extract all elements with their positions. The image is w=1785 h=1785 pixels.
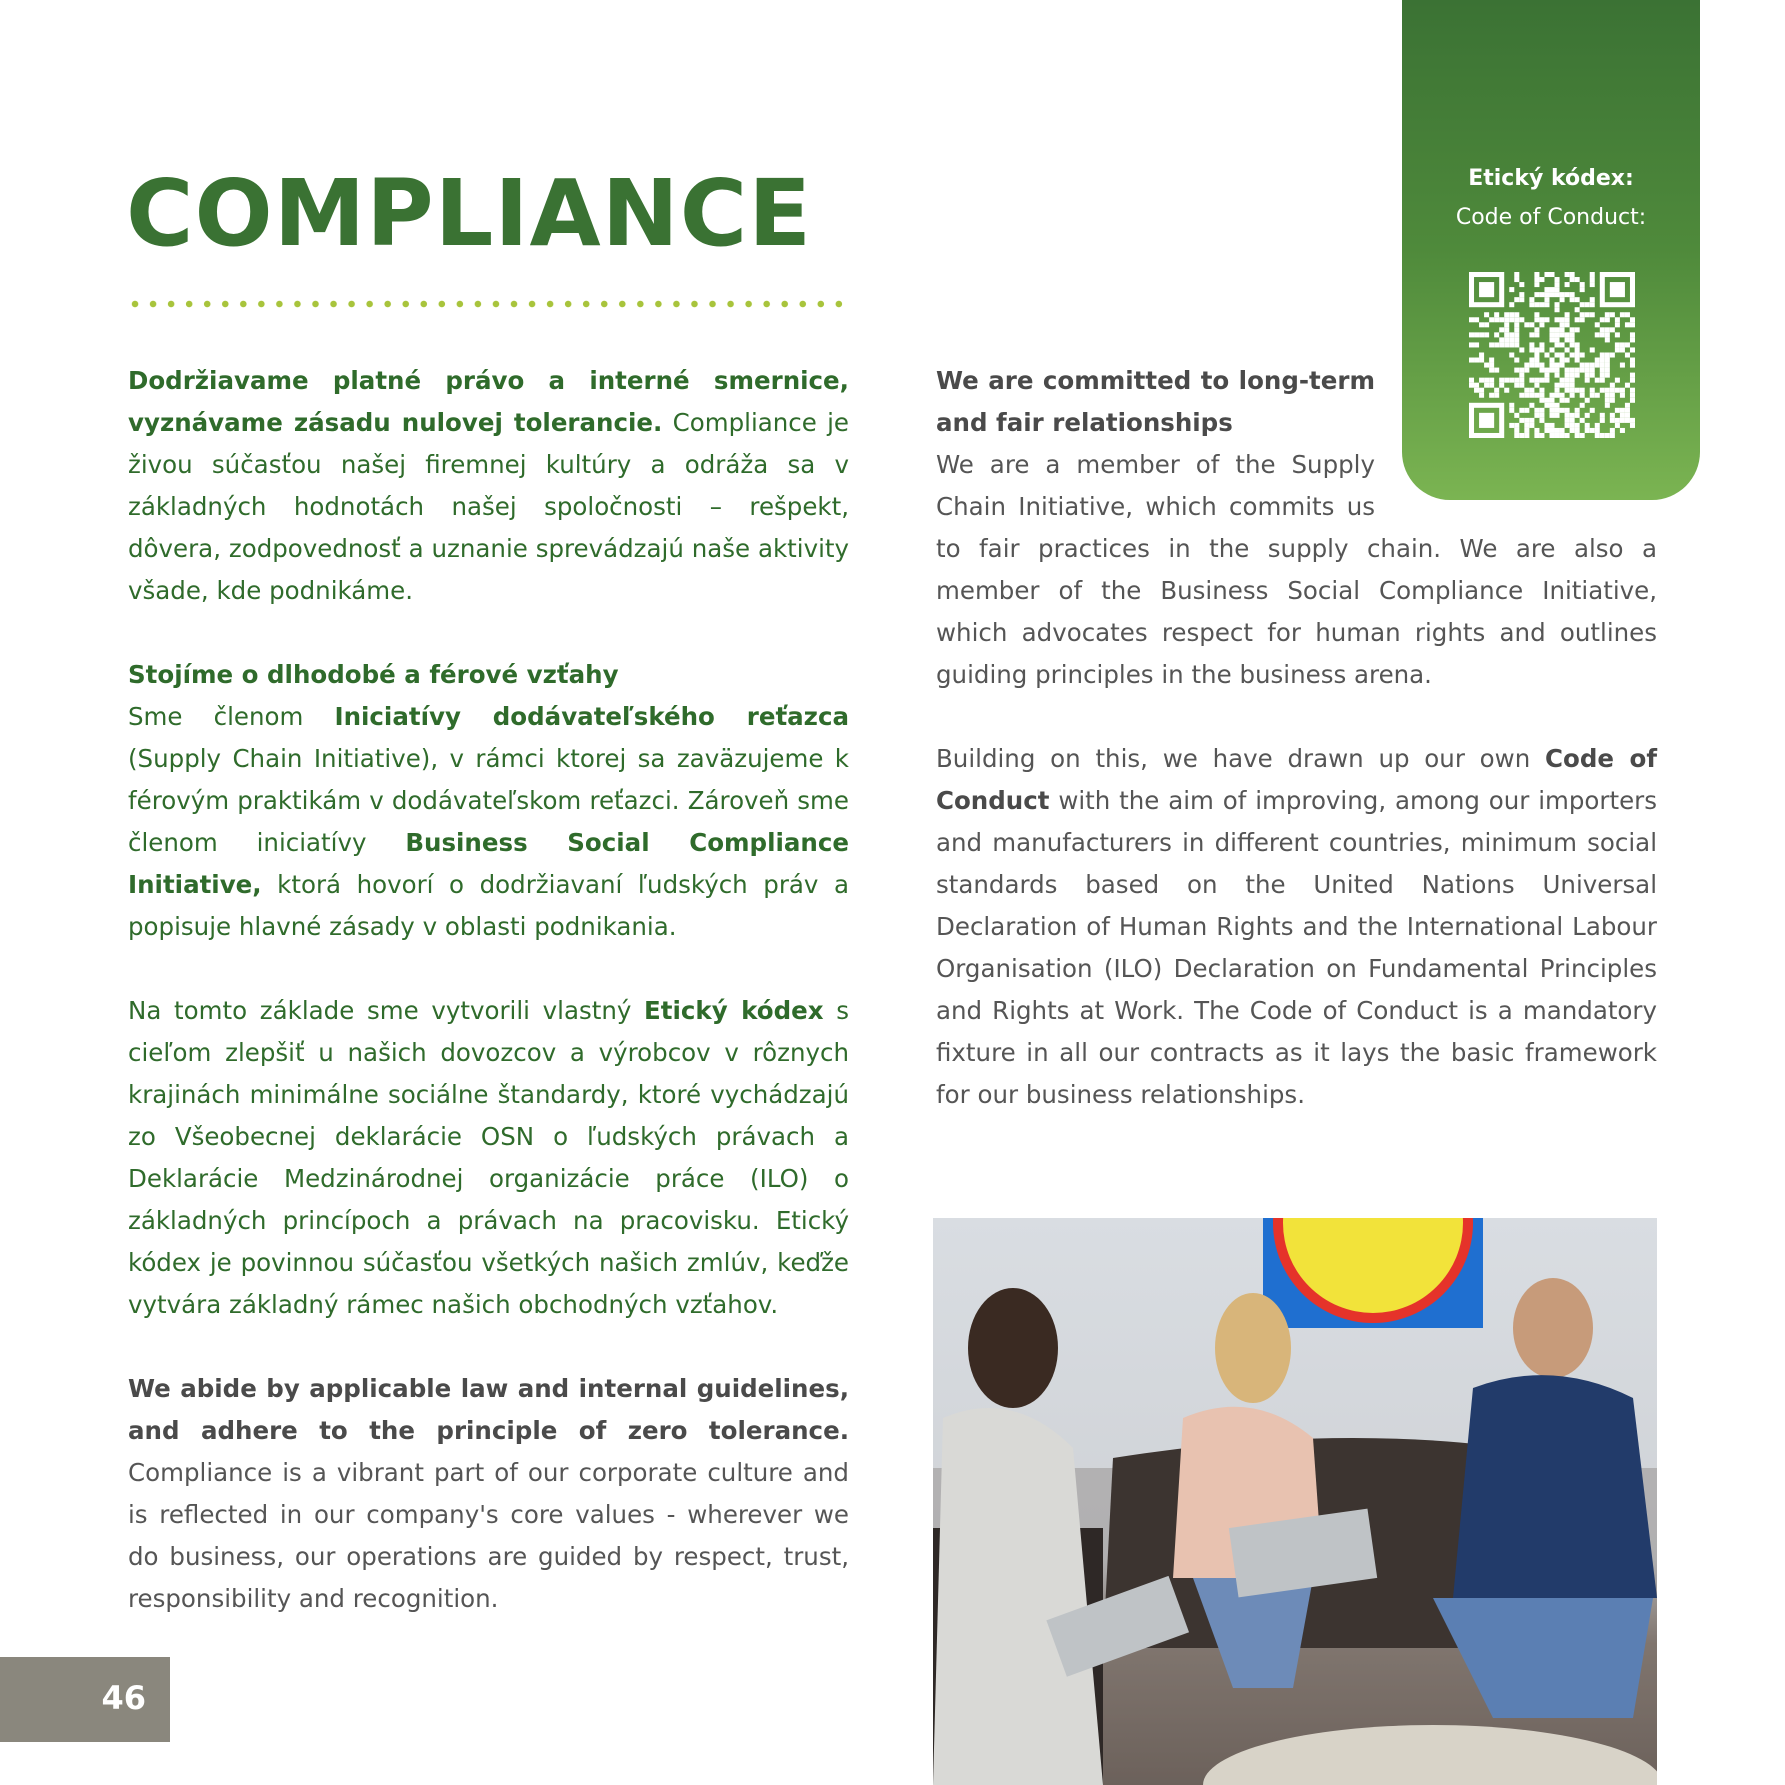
qr-label-en: Code of Conduct: — [1455, 205, 1647, 230]
paragraph-en-code: Building on this, we have drawn up our own Code of Conduct with the aim of improving, among our importers and manufacturers in different countries, minimum social standards based on the United Nations Universal Declaration of Human Rights and the International Labour Organisation (ILO) Declaration on Fundamental Principles and Rights at Work. The Code of Conduct is a mandatory fixture in all our contracts as it lays the basic framework for our business relationships. — [936, 744, 1657, 1109]
qr-label-sk: Etický kódex: — [1468, 166, 1634, 191]
code-of-conduct-box — [1402, 0, 1700, 500]
dotted-divider — [126, 300, 848, 308]
page-title: COMPLIANCE — [126, 160, 813, 267]
subheading: We are committed to long-term and fair relationships — [936, 366, 1375, 437]
paragraph-sk-intro: Dodržiavame platné právo a interné smernice, vyznávame zásadu nulovej tolerancie. Compliance je živou súčasťou našej firemnej kultúry a odráža sa v základných hodnotách našej spoločnosti – rešpekt, dôvera, zodpovednosť a uznanie sprevádzajú naše aktivity všade, kde podnikáme. — [128, 366, 849, 605]
paragraph-sk-code: Na tomto základe sme vytvorili vlastný Etický kódex s cieľom zlepšiť u našich dovozcov a výrobcov v rôznych krajinách minimálne sociálne štandardy, ktoré vychádzajú zo Všeobecnej deklarácie OSN o ľudských právach a Deklarácie Medzinárodnej organizácie práce (ILO) o základných princípoch a právach na pracovisku. Etický kódex je povinnou súčasťou všetkých našich zmlúv, keďže vytvára základný rámec našich obchodných vzťahov. — [128, 996, 849, 1319]
paragraph-sk-relationships: Stojíme o dlhodobé a férové vzťahy Sme členom Iniciatívy dodávateľského reťazca (Supply Chain Initiative), v rámci ktorej sa zaväzujeme k férovým praktikám v dodávateľskom reťazci. Zároveň sme členom iniciatívy Business Social Compliance Initiative, ktorá hovorí o dodržiavaní ľudských práv a popisuje hlavné zásady v oblasti podnikania. — [128, 654, 849, 948]
qr-code-icon[interactable] — [1469, 272, 1635, 438]
subheading: Stojíme o dlhodobé a férové vzťahy — [128, 660, 619, 689]
office-meeting-photo — [933, 1218, 1657, 1785]
paragraph-en-relationships: We are committed to long-term and fair relationships We are a member of the Supply Chain Initiative, which commits us to fair practices in the supply chain. We are also a member of the Business Social Compliance Initiative, which advocates respect for human rights and outlines guiding principles in the business arena. — [936, 360, 1657, 696]
page-number-badge: 46 — [0, 1657, 170, 1742]
left-column — [128, 360, 849, 1662]
paragraph-en-intro: We abide by applicable law and internal guidelines, and adhere to the principle of zero tolerance. Compliance is a vibrant part of our corporate culture and is reflected in our company's core values - wherever we do business, our operations are guided by respect, trust, responsibility and recognition. — [128, 1374, 849, 1613]
photo-illustration — [933, 1218, 1657, 1785]
